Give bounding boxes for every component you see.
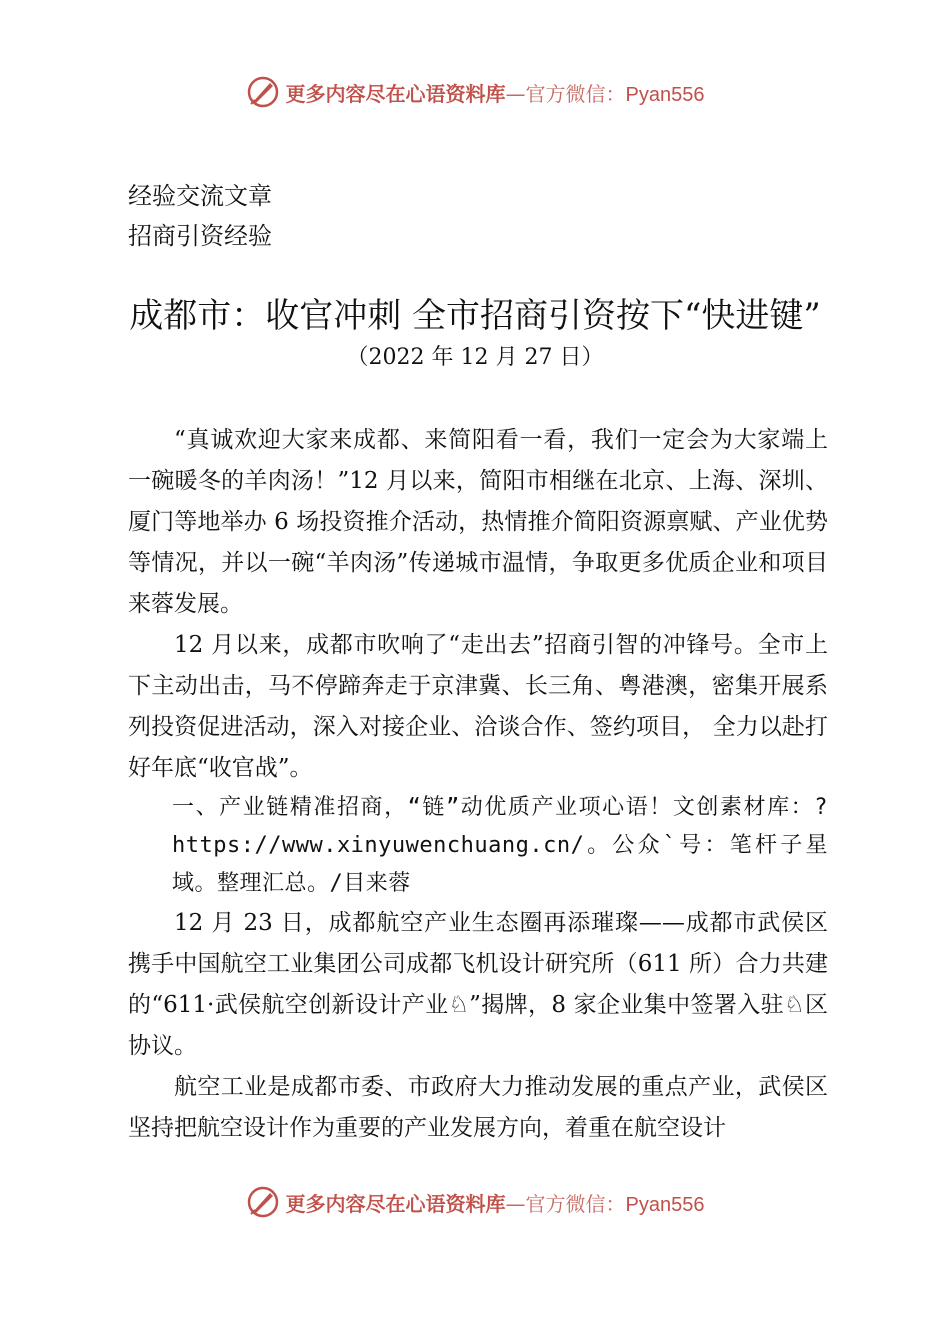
watermark-label: 官方微信： <box>525 81 626 106</box>
watermark-separator: — <box>505 1191 526 1216</box>
watermark-wechat-id: Pyan556 <box>625 1193 705 1216</box>
category-line-1: 经验交流文章 <box>128 182 272 210</box>
paragraph-1: “真诚欢迎大家来成都、来简阳看一看，我们一定会为大家端上一碗暖冬的羊肉汤！”12 月以来，简阳市相继在北京、上海、深圳、厦门等地举办 6 场投资推介活动，热情推介简阳资源禀赋、产业优势等情况，并以一碗“羊肉汤”传递城市温情，争取更多优质企业和项目来蓉发展。 <box>128 427 828 617</box>
article-body <box>128 420 828 1149</box>
category-line-2: 招商引资经验 <box>128 222 272 250</box>
quill-logo-icon <box>246 1185 280 1219</box>
article-title: 成都市：收官冲刺 全市招商引资按下“快进键” <box>129 296 821 336</box>
article-date: （2022 年 12 月 27 日） <box>346 345 604 370</box>
watermark-label: 官方微信： <box>525 1191 626 1216</box>
watermark-banner-bottom <box>0 1182 950 1222</box>
paragraph-3: 12 月 23 日，成都航空产业生态圈再添璀璨——成都市武侯区携手中国航空工业集团公司成都飞机设计研究所（611 所）合力共建的“611·武侯航空创新设计产业♘”揭牌，8 家企业集中签署入驻♘区协议。 <box>128 910 828 1059</box>
watermark-main-text: 更多内容尽在心语资料库 <box>285 81 506 106</box>
watermark-separator: — <box>505 81 526 106</box>
paragraph-4: 航空工业是成都市委、市政府大力推动发展的重点产业，武侯区坚持把航空设计作为重要的产业发展方向，着重在航空设计 <box>128 1074 828 1141</box>
watermark-wechat-id: Pyan556 <box>625 83 705 106</box>
paragraph-2: 12 月以来，成都市吹响了“走出去”招商引智的冲锋号。全市上下主动出击，马不停蹄奔走于京津冀、长三角、粤港澳，密集开展系列投资促进活动，深入对接企业、洽谈合作、签约项目， 全力以赴打好年底“收官战”。 <box>128 632 828 781</box>
watermark-text <box>286 78 705 107</box>
watermark-main-text: 更多内容尽在心语资料库 <box>285 1191 506 1216</box>
watermark-text <box>286 1188 705 1217</box>
watermark-banner-top <box>0 72 950 112</box>
section-heading-1: 一、产业链精准招商，“链”动优质产业项心语！文创素材库：?https://www.xinyuwenchuang.cn/。公众`号：笔杆子星域。整理汇总。/目来蓉 <box>172 795 828 896</box>
quill-logo-icon <box>246 75 280 109</box>
